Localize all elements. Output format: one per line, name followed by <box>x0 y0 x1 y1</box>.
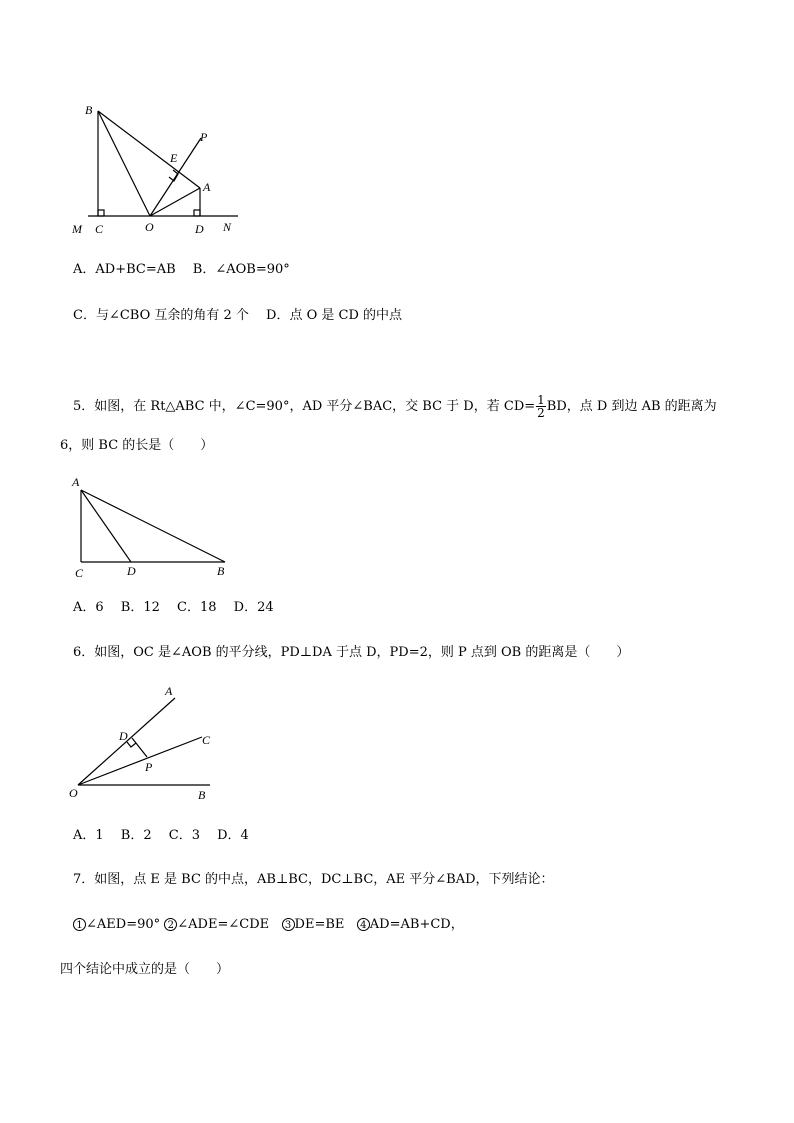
fraction-numerator: 1 <box>537 393 545 407</box>
label-a: A <box>203 180 211 194</box>
q6-stem: 6．如图，OC 是∠AOB 的平分线，PD⊥DA 于点 D，PD=2，则 P 点到 OB 的距离是（ ） <box>73 645 630 660</box>
q6-options: A．1 B．2 C．3 D．4 <box>73 828 249 843</box>
q5-options: A．6 B．12 C．18 D．24 <box>73 600 274 615</box>
label-d: D <box>127 564 136 578</box>
fraction-one-half <box>536 394 546 419</box>
label-m: M <box>72 222 82 236</box>
label-o: O <box>145 220 154 234</box>
q7-question: 四个结论中成立的是（ ） <box>60 962 230 977</box>
segment-pd <box>132 738 147 757</box>
label-e: E <box>170 151 178 165</box>
q5-stem-part2: BD，点 D 到边 AB 的距离为 <box>546 399 717 414</box>
segment-ao <box>150 188 200 216</box>
q4-options-line1: A．AD+BC=AB B．∠AOB=90° <box>73 262 290 277</box>
label-d: D <box>195 222 204 236</box>
q5-stem-part1: 5．如图，在 Rt△ABC 中，∠C=90°，AD 平分∠BAC，交 BC 于 D，若 CD= <box>73 399 536 414</box>
segment-ad <box>81 490 131 562</box>
figure-q4 <box>70 98 250 243</box>
label-d: D <box>119 729 128 743</box>
q5-stem-line2: 6，则 BC 的长是（ ） <box>60 438 214 453</box>
right-angle-d <box>127 742 136 747</box>
q4-options-line2: C．与∠CBO 互余的角有 2 个 D．点 O 是 CD 的中点 <box>73 308 403 323</box>
segment-ba <box>98 111 200 188</box>
fraction-denominator: 2 <box>537 406 545 420</box>
label-c: C <box>202 733 211 747</box>
label-n: N <box>223 220 232 234</box>
label-a: A <box>165 684 173 698</box>
q7-conclusions <box>73 917 464 933</box>
label-c: C <box>75 566 84 580</box>
label-b: B <box>198 788 206 802</box>
conclusion-3: DE=BE <box>294 917 345 932</box>
segment-ab <box>81 490 225 562</box>
conclusion-4: AD=AB+CD， <box>369 917 464 932</box>
q7-stem: 7．如图，点 E 是 BC 的中点，AB⊥BC，DC⊥BC，AE 平分∠BAD，下列结论： <box>73 872 554 887</box>
ray-op <box>150 138 201 216</box>
circled-number-3: 3 <box>282 918 295 931</box>
figure-q6 <box>65 680 225 805</box>
circled-number-1: 1 <box>73 918 86 931</box>
segment-bo <box>98 111 150 216</box>
circled-number-4: 4 <box>357 918 370 931</box>
q5-stem-line1 <box>73 393 717 421</box>
figure-q5 <box>70 472 240 582</box>
conclusion-1: ∠AED=90° <box>86 917 161 932</box>
conclusion-2: ∠ADE=∠CDE <box>177 917 270 932</box>
label-p: P <box>145 760 153 774</box>
label-c: C <box>95 222 104 236</box>
label-a: A <box>72 475 80 489</box>
right-angle-c <box>98 210 104 216</box>
label-b: B <box>217 564 225 578</box>
circled-number-2: 2 <box>164 918 177 931</box>
label-p: P <box>200 130 208 144</box>
ray-oc <box>78 737 202 785</box>
label-b: B <box>85 103 93 117</box>
right-angle-d <box>194 210 200 216</box>
label-o: O <box>69 786 78 800</box>
